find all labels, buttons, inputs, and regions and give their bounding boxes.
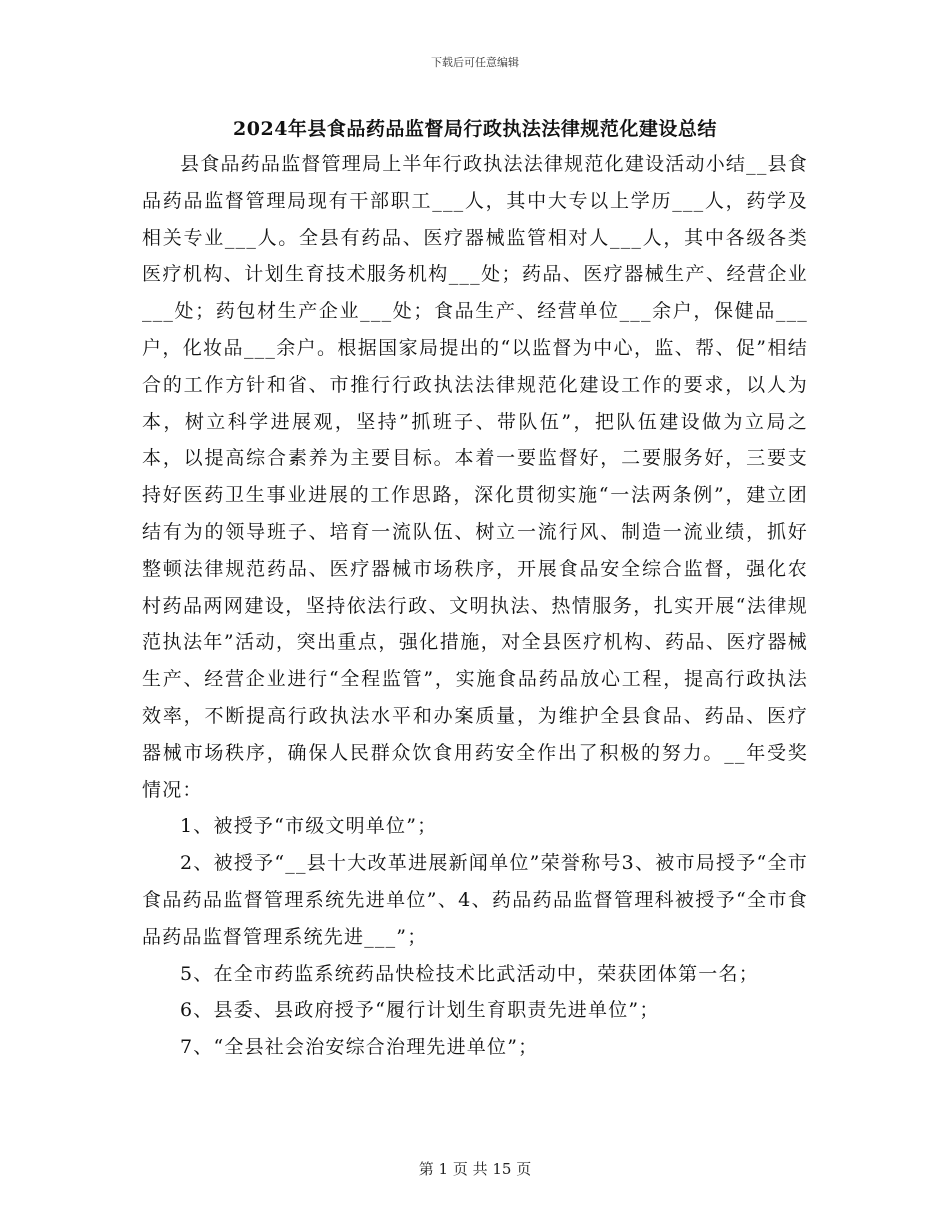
award-item-2: 2、被授予“__县十大改革进展新闻单位”荣誉称号3、被市局授予“全市食品药品监督管理系统先进单位”、4、药品药品监督管理科被授予“全市食品药品监督管理系统先进___”； xyxy=(142,852,808,948)
page-number: 第 1 页 共 15 页 xyxy=(418,1160,532,1178)
body-paragraph: 县食品药品监督管理局上半年行政执法法律规范化建设活动小结__县食品药品监督管理局现有干部职工___人，其中大专以上学历___人，药学及相关专业___人。全县有药品、医疗器械监管相对人___人，其中各级各类医疗机构、计划生育技术服务机构___处；药品、医疗器械生产、经营企业___处；药包材生产企业___处；食品生产、经营单位___余户，保健品___户，化妆品___余户。根据国家局提出的“以监督为中心，监、帮、促”相结合的工作方针和省、市推行行政执法法律规范化建设工作的要求，以人为本，树立科学进展观，坚持”抓班子、带队伍”，把队伍建设做为立局之本，以提高综合素养为主要目标。本着一要监督好，二要服务好，三要支持好医药卫生事业进展的工作思路，深化贯彻实施“一法两条例”，建立团结有为的领导班子、培育一流队伍、树立一流行风、制造一流业绩，抓好整顿法律规范药品、医疗器械市场秩序，开展食品安全综合监督，强化农村药品两网建设，坚持依法行政、文明执法、热情服务，扎实开展“法律规范执法年”活动，突出重点，强化措施，对全县医疗机构、药品、医疗器械生产、经营企业进行“全程监管”，实施食品药品放心工程，提高行政执法效率，不断提高行政执法水平和办案质量，为维护全县食品、药品、医疗器械市场秩序，确保人民群众饮食用药安全作出了积极的努力。__年受奖情况： xyxy=(142,153,808,801)
award-item-5: 5、在全市药监系统药品快检技术比武活动中，荣获团体第一名； xyxy=(180,962,759,985)
document-title: 2024年县食品药品监督局行政执法法律规范化建设总结 xyxy=(233,118,717,140)
document-body xyxy=(142,146,808,1066)
award-item-6: 6、县委、县政府授予“履行计划生育职责先进单位”； xyxy=(180,999,660,1022)
download-note: 下载后可任意编辑 xyxy=(431,56,519,69)
award-item-1: 1、被授予“市级文明单位”； xyxy=(180,815,438,838)
award-item-7: 7、“全县社会治安综合治理先进单位”； xyxy=(180,1036,539,1059)
